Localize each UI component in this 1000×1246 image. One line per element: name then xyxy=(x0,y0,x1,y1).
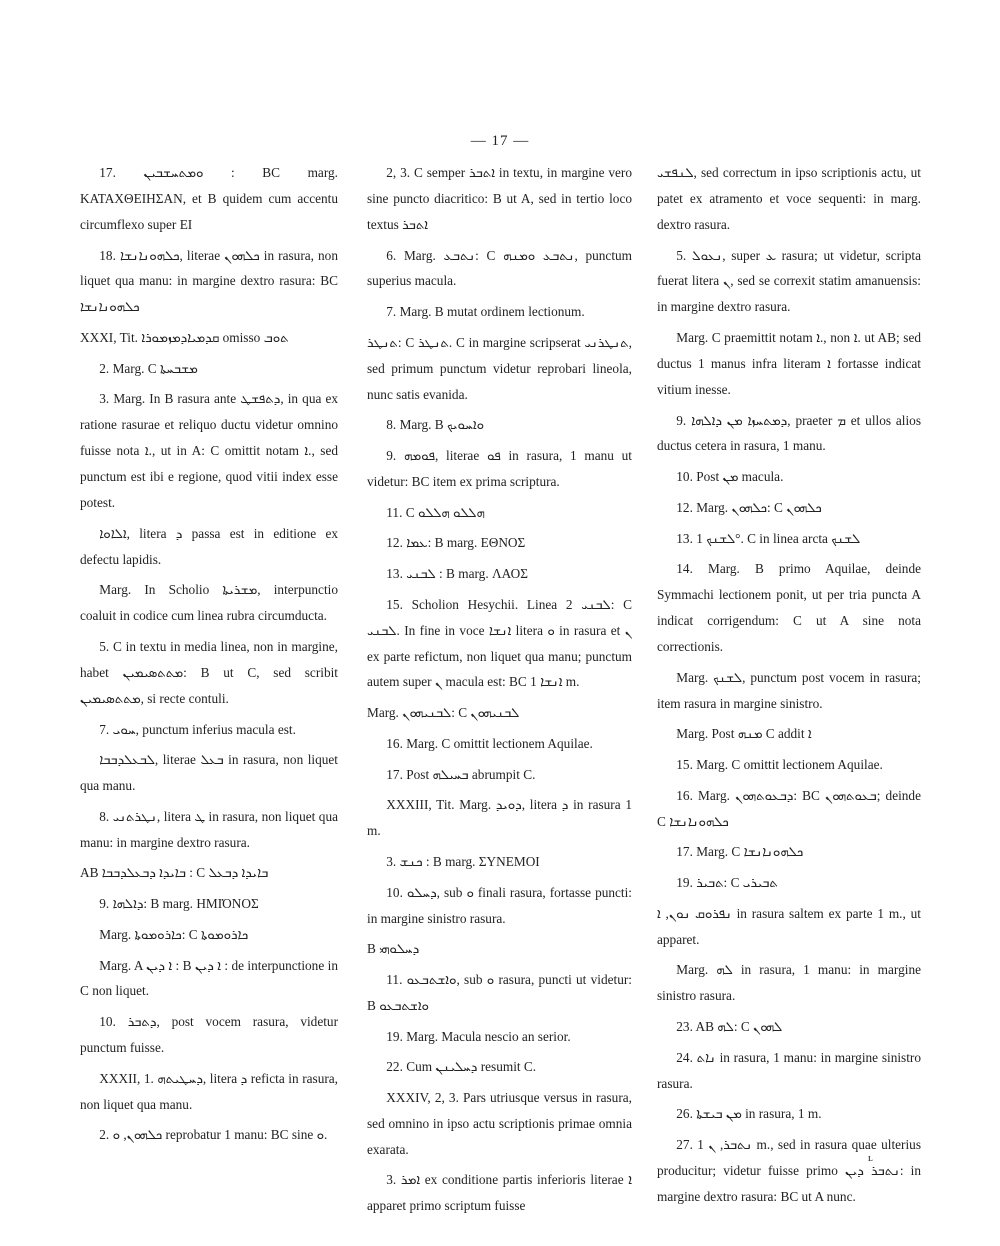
note-paragraph: 10. Post ܡܢ macula. xyxy=(676,469,784,485)
note-paragraph: ܠܢܦܫܝ, sed correctum in ipso scriptionis actu, ut patet ex atramento et voce sequenti: in marg. dextro rasura. xyxy=(657,165,921,232)
column-left xyxy=(80,160,338,1153)
note-paragraph: 23. AB ܠܗ: C ܠܗܘܢ xyxy=(676,1018,783,1034)
signature-mark: ʟ xyxy=(868,1152,873,1164)
note-paragraph: 18. ܟܠܗܘܢܐܢܫܐ, literae ܟܠܗܘܢ in rasura, non liquet qua manu: in margine dextro rasura: BC ܟܠܗܘܢܐܢܫܐ xyxy=(80,247,338,315)
note-paragraph: 5. ܢܥܘܠ, super ܥ rasura; ut videtur, scripta fuerat litera ܢ, sed se correxit statim amanuensis: in margine dextro rasura. xyxy=(657,247,922,315)
note-paragraph: Marg. C praemittit notam ܐ., non ܐ. ut AB; sed ductus 1 manus infra literam ܐ fortasse indicat vitium inesse. xyxy=(657,330,921,397)
note-paragraph: 13. ܠܫܢܟ 1°. C in linea arcta ܠܫܢܟ xyxy=(676,530,861,546)
note-paragraph: ܠܒܥܠܕܒܒܐ, literae ܒܥܠ in rasura, non liquet qua manu. xyxy=(80,752,338,794)
note-paragraph: XXXI, Tit. ܩܕܡܝܐܕܡܙܡܘܪܐ omisso ܬܘܒ xyxy=(80,330,289,346)
note-paragraph: XXXII, 1. ܕܚܛܝܬܗ, litera ܕ reficta in rasura, non liquet qua manu. xyxy=(80,1070,338,1112)
note-paragraph: 15. Marg. C omittit lectionem Aquilae. xyxy=(676,757,883,772)
note-paragraph: Marg. Post ܡܢܗ C addit ܐ xyxy=(676,726,812,742)
note-paragraph: 12. ܥܡܐ: B marg. ΕΘΝΟΣ xyxy=(386,535,526,551)
note-paragraph: 6. Marg. ܢܬܒܥ: C ܢܬܒܥ ܘܡܢܗ, punctum superius macula. xyxy=(367,247,633,289)
note-paragraph: ܐܠܐܘܐ, litera ܕ passa est in editione ex defectu lapidis. xyxy=(80,525,338,567)
note-paragraph: 19. Marg. Macula nescio an serior. xyxy=(386,1028,571,1044)
note-paragraph: 3. ܟܢܫ : B marg. ΣΥΝΕΜΟΙ xyxy=(386,853,540,869)
note-paragraph: ܬܢܛܪ: C ܬܢܛܪ. C in margine scripserat ܬܢܛܪܢܝ, sed primum punctum videtur reprobari lineola, nunc satis evanida. xyxy=(367,334,632,402)
note-paragraph: Marg. ܠܗ in rasura, 1 manu: in margine sinistro rasura. xyxy=(657,962,921,1004)
note-paragraph: ܢܦܪܘܩ ܢܘܢ, ܐ in rasura saltem ex parte 1 m., ut apparet. xyxy=(657,905,921,947)
note-paragraph: B ܕܚܠܘܗܝ xyxy=(367,941,420,957)
note-paragraph: 13. ܠܒܢܝ : B marg. ΛΑΟΣ xyxy=(386,566,529,582)
note-paragraph: 22. Cum ܕܚܠܝܢܢ resumit C. xyxy=(386,1059,537,1075)
note-paragraph: 24. ܢܐܬ in rasura, 1 manu: in margine sinistro rasura. xyxy=(657,1049,921,1091)
note-paragraph: 10. ܕܚܠܘ, sub ܘ finali rasura, fortasse puncti: in margine sinistro rasura. xyxy=(367,884,632,926)
note-paragraph: Marg. ܟܐܪܘܡܘܬܐ: C ܟܐܪܘܡܘܬܐ xyxy=(99,926,249,942)
note-paragraph: 27. ܢܬܒܪ, ܢ 1 m., sed in rasura quae ulterius producitur; videtur fuisse primo ܢܬܒܪ ܕܝܢ: in margine dextro rasura: BC ut A nunc. xyxy=(657,1136,921,1204)
note-paragraph: 7. ܚܘܝ, punctum inferius macula est. xyxy=(99,721,296,737)
note-paragraph: 11. ܘܐܫܬܒܥܘ, sub ܘ rasura, puncti ut videtur: B ܘܐܫܬܒܥܘ xyxy=(367,971,632,1013)
note-paragraph: XXXIII, Tit. Marg. ܕܘܝܕ, litera ܕ in rasura 1 m. xyxy=(367,797,632,839)
note-paragraph: 11. C ܗܠܠܘ ܗܠܠܘ xyxy=(386,504,485,520)
column-middle xyxy=(367,160,632,1224)
note-paragraph: AB ܒܐܝܕܐ ܕܒܥܠܕܒܒܐ : C ܒܐܝܕܐ ܕܒܥܠ xyxy=(80,865,269,881)
note-paragraph: 17. Post ܒܚܝܠܗ abrumpit C. xyxy=(386,766,536,782)
note-paragraph: 19. ܬܒܝܪ: C ܬܒܝܪܝ xyxy=(676,875,778,891)
note-paragraph: XXXIV, 2, 3. Pars utriusque versus in rasura, sed omnino in ipso actu scriptionis primae omnia exarata. xyxy=(367,1089,632,1157)
note-paragraph: 17. Marg. C ܟܠܗܘܢܐܢܫܐ xyxy=(676,844,804,860)
note-paragraph: 12. Marg. ܟܠܗܘܢ: C ܟܠܗܘܢ xyxy=(676,499,822,515)
note-paragraph: 15. Scholion Hesychii. Linea 2 ܠܒܢܝ: C ܠܒܢܝ. In fine in voce ܐܢܫܐ litera ܘ in rasura et ܢ ex parte refictum, non liquet qua manu; punctum autem super ܢ macula est: BC ܐܢܫܐ 1 m. xyxy=(367,596,633,690)
note-paragraph: Marg. A ܐ ܕܝܢ : B ܐ ܕܝܢ : de interpunctione in C non liquet. xyxy=(80,957,338,999)
page-number: — 17 — xyxy=(470,133,530,149)
note-paragraph: 9. ܦܘܡܗ, literae ܦܘ in rasura, 1 manu ut videtur: BC item ex prima scriptura. xyxy=(367,448,632,489)
note-paragraph: 2. Marg. C ܡܫܒܚܬܐ xyxy=(99,360,198,376)
note-paragraph: 8. ܢܛܪܬܢܝ, litera ܛ in rasura, non liquet qua manu: in margine dextro rasura. xyxy=(80,808,339,850)
note-paragraph: 8. Marg. B ܘܐܚܘܝܟ xyxy=(386,417,485,433)
note-paragraph: 26. ܡܢ ܒܝܫܬܐ in rasura, 1 m. xyxy=(676,1106,822,1122)
note-paragraph: 5. C in textu in media linea, non in margine, habet ܡܬܬܣܝܡܝܢ: B ut C, sed scribit ܡܬܬܣܝܡܝܢ, si recte contuli. xyxy=(80,638,338,706)
note-paragraph: 9. ܕܡܬܚܙܐ ܡܢ ܕܐܠܗܐ, praeter ܡ et ullos alios ductus cetera in rasura, 1 manu. xyxy=(657,412,922,454)
note-paragraph: 2, 3. C semper ܐܬܒܪ in textu, in margine vero sine puncto diacritico: B ut A, sed in tertio loco textus ܐܬܒܪ xyxy=(367,165,632,232)
note-paragraph: 17. ܘܡܬܚܫܒܝܢ : BC marg. ΚΑΤΑΧΘΕΙΗΣΑΝ, et B quidem cum accentu circumflexo super ΕΙ xyxy=(80,165,338,232)
note-paragraph: 3. ܐܡܪ ex conditione partis inferioris literae ܐ apparet primo scriptum fuisse xyxy=(367,1172,633,1214)
note-paragraph: 14. Marg. B primo Aquilae, deinde Symmachi lectionem ponit, ut per tria puncta A indicat corrigendum: C ut A sine nota correctionis. xyxy=(657,561,921,654)
note-paragraph: 3. Marg. In B rasura ante ܕܬܦܫܛ, in qua ex ratione rasurae et reliquo ductu videtur omnino fuisse nota ܐ., ut in A: C omittit notam ܐ., sed punctum est ibi e regione, quod vitii index esse potest. xyxy=(80,391,339,511)
note-paragraph: 10. ܕܬܒܪ, post vocem rasura, videtur punctum fuisse. xyxy=(80,1014,338,1056)
note-paragraph: Marg. In Scholio ܡܫܪܝܬܐ, interpunctio coaluit in codice cum linea rubra circumducta. xyxy=(80,582,338,624)
column-right xyxy=(657,160,921,1214)
note-paragraph: Marg. ܠܫܢܟ, punctum post vocem in rasura; item rasura in margine sinistro. xyxy=(657,669,921,711)
note-paragraph: Marg. ܠܒܢܝܗܘܢ: C ܠܒܢܝܗܘܢ xyxy=(367,705,520,721)
note-paragraph: 2. ܟܠܗܘܢ, ܘ reprobatur 1 manu: BC sine ܘ. xyxy=(99,1127,328,1143)
note-paragraph: 9. ܕܐܠܗܐ: B marg. ΗΜΙΌΝΟΣ xyxy=(99,896,259,912)
note-paragraph: 7. Marg. B mutat ordinem lectionum. xyxy=(386,304,585,320)
note-paragraph: 16. Marg. C omittit lectionem Aquilae. xyxy=(386,735,593,751)
note-paragraph: 16. Marg. ܕܒܥܘܬܗܘܢ: BC ܒܥܘܬܗܘܢ; deinde C ܟܠܗܘܢܐܢܫܐ xyxy=(657,787,921,829)
